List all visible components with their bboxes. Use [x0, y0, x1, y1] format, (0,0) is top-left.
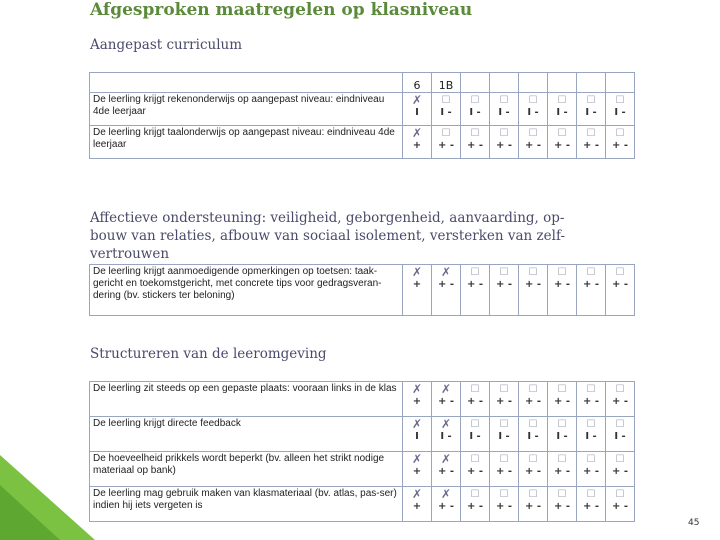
checkbox-icon[interactable]: ☐ [499, 384, 509, 395]
mark-cell[interactable] [519, 265, 548, 316]
mark-cell[interactable] [548, 417, 577, 452]
mark-cell[interactable] [432, 93, 461, 126]
mark-cell[interactable] [461, 93, 490, 126]
cross-mark-icon[interactable]: ✗ [411, 487, 423, 501]
mark-cell[interactable] [403, 382, 432, 417]
table-curriculum [89, 72, 635, 159]
checkbox-icon[interactable]: ☐ [557, 489, 567, 500]
plus-minus-rating: I - [614, 107, 626, 118]
mark-cell[interactable] [606, 265, 635, 316]
decorative-green-triangle [0, 455, 100, 540]
cross-mark-icon[interactable]: ✗ [440, 382, 452, 396]
checkbox-icon[interactable]: ☐ [557, 454, 567, 465]
plus-minus-rating: + - [524, 396, 541, 407]
plus-minus-rating: + - [611, 279, 628, 290]
checkbox-icon[interactable]: ☐ [528, 454, 538, 465]
section-heading-affective-line3: vertrouwen [90, 246, 170, 262]
section-heading-affective-line1: Affectieve ondersteuning: veiligheid, geborgenheid, aanvaarding, op- [90, 210, 565, 226]
checkbox-icon[interactable]: ☐ [615, 267, 625, 278]
plus-minus-rating: + - [495, 501, 512, 512]
mark-cell[interactable] [606, 417, 635, 452]
plus-minus-rating: I - [469, 107, 481, 118]
mark-cell[interactable] [490, 93, 519, 126]
checkbox-icon[interactable]: ☐ [470, 419, 480, 430]
table-row [90, 93, 635, 126]
row-description: De leerling krijgt directe feedback [90, 417, 403, 452]
plus-minus-rating: I - [440, 107, 452, 118]
checkbox-icon[interactable]: ☐ [499, 454, 509, 465]
mark-cell[interactable] [461, 126, 490, 159]
plus-minus-rating: + - [524, 279, 541, 290]
mark-cell[interactable] [461, 265, 490, 316]
plus-minus-rating: + - [611, 396, 628, 407]
mark-cell[interactable] [548, 487, 577, 522]
mark-cell[interactable] [519, 93, 548, 126]
checkbox-icon[interactable]: ☐ [528, 384, 538, 395]
checkbox-icon[interactable]: ☐ [528, 267, 538, 278]
plus-minus-rating: I [415, 107, 419, 118]
plus-minus-rating: + - [611, 501, 628, 512]
page-title: Afgesproken maatregelen op klasniveau [90, 0, 473, 20]
checkbox-icon[interactable]: ☐ [528, 95, 538, 106]
mark-cell[interactable] [548, 126, 577, 159]
mark-cell[interactable] [490, 126, 519, 159]
checkbox-icon[interactable]: ☐ [557, 128, 567, 139]
checkbox-icon[interactable]: ☐ [470, 267, 480, 278]
table-structure [89, 381, 635, 522]
plus-minus-rating: + - [495, 466, 512, 477]
mark-cell[interactable] [519, 487, 548, 522]
checkbox-icon[interactable]: ☐ [557, 267, 567, 278]
plus-minus-rating: I [415, 431, 419, 442]
row-description: De leerling krijgt aanmoedigende opmerkingen op toetsen: taak-gericht en toekomstgericht, met concrete tips voor gedragsveran-dering (bv. stickers ter beloning) [90, 265, 403, 316]
table-row [90, 487, 635, 522]
plus-minus-rating: I - [498, 431, 510, 442]
checkbox-icon[interactable]: ☐ [586, 267, 596, 278]
mark-cell[interactable] [606, 487, 635, 522]
checkbox-icon[interactable]: ☐ [441, 128, 451, 139]
mark-cell[interactable] [490, 417, 519, 452]
checkbox-icon[interactable]: ☐ [499, 419, 509, 430]
plus-minus-rating: + - [582, 140, 599, 151]
plus-minus-rating: + - [553, 501, 570, 512]
plus-minus-rating: + - [582, 396, 599, 407]
checkbox-icon[interactable]: ☐ [615, 95, 625, 106]
plus-minus-rating: I - [585, 107, 597, 118]
plus-minus-rating: I - [469, 431, 481, 442]
mark-cell[interactable] [490, 265, 519, 316]
row-description: De hoeveelheid prikkels wordt beperkt (bv. alleen het strikt nodige materiaal op bank) [90, 452, 403, 487]
checkbox-icon[interactable]: ☐ [499, 489, 509, 500]
plus-minus-rating: + - [524, 501, 541, 512]
mark-cell[interactable] [606, 126, 635, 159]
row-description: De leerling mag gebruik maken van klasmateriaal (bv. atlas, pas-ser) indien hij iets vergeten is [90, 487, 403, 522]
cross-mark-icon[interactable]: ✗ [440, 487, 452, 501]
col-header-empty [548, 73, 577, 93]
checkbox-icon[interactable]: ☐ [586, 454, 596, 465]
checkbox-icon[interactable]: ☐ [586, 489, 596, 500]
cross-mark-icon[interactable]: ✗ [411, 265, 423, 279]
cross-mark-icon[interactable]: ✗ [411, 452, 423, 466]
mark-cell[interactable] [548, 452, 577, 487]
checkbox-icon[interactable]: ☐ [470, 384, 480, 395]
mark-cell[interactable] [490, 487, 519, 522]
plus-minus-rating: + - [524, 140, 541, 151]
col-header-empty [519, 73, 548, 93]
mark-cell[interactable] [461, 382, 490, 417]
mark-cell[interactable] [432, 126, 461, 159]
cross-mark-icon[interactable]: ✗ [440, 452, 452, 466]
plus-minus-rating: + - [466, 396, 483, 407]
checkbox-icon[interactable]: ☐ [615, 489, 625, 500]
checkbox-icon[interactable]: ☐ [528, 128, 538, 139]
plus-minus-rating: + [412, 501, 422, 512]
mark-cell[interactable] [519, 452, 548, 487]
mark-cell[interactable] [403, 265, 432, 316]
mark-cell[interactable] [548, 93, 577, 126]
col-header-empty [606, 73, 635, 93]
checkbox-icon[interactable]: ☐ [499, 267, 509, 278]
header-blank [90, 73, 403, 93]
mark-cell[interactable] [432, 417, 461, 452]
plus-minus-rating: + - [437, 396, 454, 407]
mark-cell[interactable] [548, 382, 577, 417]
checkbox-icon[interactable]: ☐ [557, 384, 567, 395]
mark-cell[interactable] [577, 93, 606, 126]
checkbox-icon[interactable]: ☐ [470, 128, 480, 139]
mark-cell[interactable] [490, 452, 519, 487]
col-header-empty [490, 73, 519, 93]
plus-minus-rating: + - [466, 466, 483, 477]
plus-minus-rating: + - [437, 501, 454, 512]
checkbox-icon[interactable]: ☐ [557, 419, 567, 430]
checkbox-icon[interactable]: ☐ [470, 95, 480, 106]
checkbox-icon[interactable]: ☐ [586, 128, 596, 139]
plus-minus-rating: + - [553, 279, 570, 290]
cross-mark-icon[interactable]: ✗ [411, 93, 423, 107]
checkbox-icon[interactable]: ☐ [528, 419, 538, 430]
plus-minus-rating: I - [527, 107, 539, 118]
cross-mark-icon[interactable]: ✗ [411, 417, 423, 431]
row-description: De leerling krijgt taalonderwijs op aangepast niveau: eindniveau 4de leerjaar [90, 126, 403, 159]
plus-minus-rating: I - [556, 431, 568, 442]
mark-cell[interactable] [519, 382, 548, 417]
mark-cell[interactable] [548, 265, 577, 316]
mark-cell[interactable] [403, 126, 432, 159]
plus-minus-rating: + - [466, 140, 483, 151]
row-description: De leerling zit steeds op een gepaste plaats: vooraan links in de klas [90, 382, 403, 417]
mark-cell[interactable] [519, 417, 548, 452]
checkbox-icon[interactable]: ☐ [499, 95, 509, 106]
mark-cell[interactable] [461, 417, 490, 452]
plus-minus-rating: + - [466, 501, 483, 512]
section-heading-affective-line2: bouw van relaties, afbouw van sociaal isolement, versterken van zelf- [90, 228, 566, 244]
table-row [90, 382, 635, 417]
mark-cell[interactable] [577, 126, 606, 159]
mark-cell[interactable] [403, 452, 432, 487]
checkbox-icon[interactable]: ☐ [528, 489, 538, 500]
section-heading-structure: Structureren van de leeromgeving [90, 346, 327, 362]
mark-cell[interactable] [577, 487, 606, 522]
plus-minus-rating: + - [495, 396, 512, 407]
page-number: 45 [688, 518, 700, 528]
checkbox-icon[interactable]: ☐ [557, 95, 567, 106]
mark-cell[interactable] [577, 452, 606, 487]
plus-minus-rating: + - [582, 501, 599, 512]
checkbox-icon[interactable]: ☐ [586, 95, 596, 106]
row-description: De leerling krijgt rekenonderwijs op aangepast niveau: eindniveau 4de leerjaar [90, 93, 403, 126]
mark-cell[interactable] [577, 417, 606, 452]
plus-minus-rating: + - [582, 279, 599, 290]
mark-cell[interactable] [432, 265, 461, 316]
plus-minus-rating: + [412, 140, 422, 151]
table-row [90, 417, 635, 452]
mark-cell[interactable] [606, 93, 635, 126]
plus-minus-rating: I - [556, 107, 568, 118]
plus-minus-rating: + [412, 396, 422, 407]
plus-minus-rating: + - [553, 466, 570, 477]
plus-minus-rating: + - [437, 140, 454, 151]
mark-cell[interactable] [461, 452, 490, 487]
plus-minus-rating: + - [437, 466, 454, 477]
plus-minus-rating: + [412, 466, 422, 477]
col-header-empty [461, 73, 490, 93]
checkbox-icon[interactable]: ☐ [615, 128, 625, 139]
checkbox-icon[interactable]: ☐ [615, 419, 625, 430]
plus-minus-rating: + - [553, 396, 570, 407]
plus-minus-rating: I - [527, 431, 539, 442]
table-row [90, 126, 635, 159]
plus-minus-rating: I - [585, 431, 597, 442]
table-row [90, 265, 635, 316]
cross-mark-icon[interactable]: ✗ [440, 417, 452, 431]
checkbox-icon[interactable]: ☐ [470, 489, 480, 500]
plus-minus-rating: + - [495, 140, 512, 151]
mark-cell[interactable] [490, 382, 519, 417]
cross-mark-icon[interactable]: ✗ [440, 265, 452, 279]
plus-minus-rating: + - [495, 279, 512, 290]
col-header-empty [577, 73, 606, 93]
col-header-6: 6 [403, 73, 432, 93]
mark-cell[interactable] [606, 452, 635, 487]
plus-minus-rating: + - [553, 140, 570, 151]
mark-cell[interactable] [577, 265, 606, 316]
mark-cell[interactable] [432, 452, 461, 487]
checkbox-icon[interactable]: ☐ [586, 419, 596, 430]
checkbox-icon[interactable]: ☐ [615, 384, 625, 395]
checkbox-icon[interactable]: ☐ [441, 95, 451, 106]
mark-cell[interactable] [577, 382, 606, 417]
plus-minus-rating: + - [582, 466, 599, 477]
plus-minus-rating: + [412, 279, 422, 290]
cross-mark-icon[interactable]: ✗ [411, 382, 423, 396]
plus-minus-rating: + - [466, 279, 483, 290]
mark-cell[interactable] [432, 382, 461, 417]
cross-mark-icon[interactable]: ✗ [411, 126, 423, 140]
checkbox-icon[interactable]: ☐ [615, 454, 625, 465]
mark-cell[interactable] [403, 417, 432, 452]
mark-cell[interactable] [432, 487, 461, 522]
plus-minus-rating: I - [614, 431, 626, 442]
mark-cell[interactable] [403, 487, 432, 522]
mark-cell[interactable] [461, 487, 490, 522]
col-header-1b: 1B [432, 73, 461, 93]
checkbox-icon[interactable]: ☐ [470, 454, 480, 465]
checkbox-icon[interactable]: ☐ [499, 128, 509, 139]
table-affective [89, 264, 635, 316]
checkbox-icon[interactable]: ☐ [586, 384, 596, 395]
plus-minus-rating: I - [498, 107, 510, 118]
table-row [90, 452, 635, 487]
section-heading-curriculum: Aangepast curriculum [90, 37, 243, 53]
plus-minus-rating: + - [437, 279, 454, 290]
mark-cell[interactable] [403, 93, 432, 126]
mark-cell[interactable] [519, 126, 548, 159]
plus-minus-rating: + - [524, 466, 541, 477]
plus-minus-rating: I - [440, 431, 452, 442]
mark-cell[interactable] [606, 382, 635, 417]
plus-minus-rating: + - [611, 140, 628, 151]
plus-minus-rating: + - [611, 466, 628, 477]
